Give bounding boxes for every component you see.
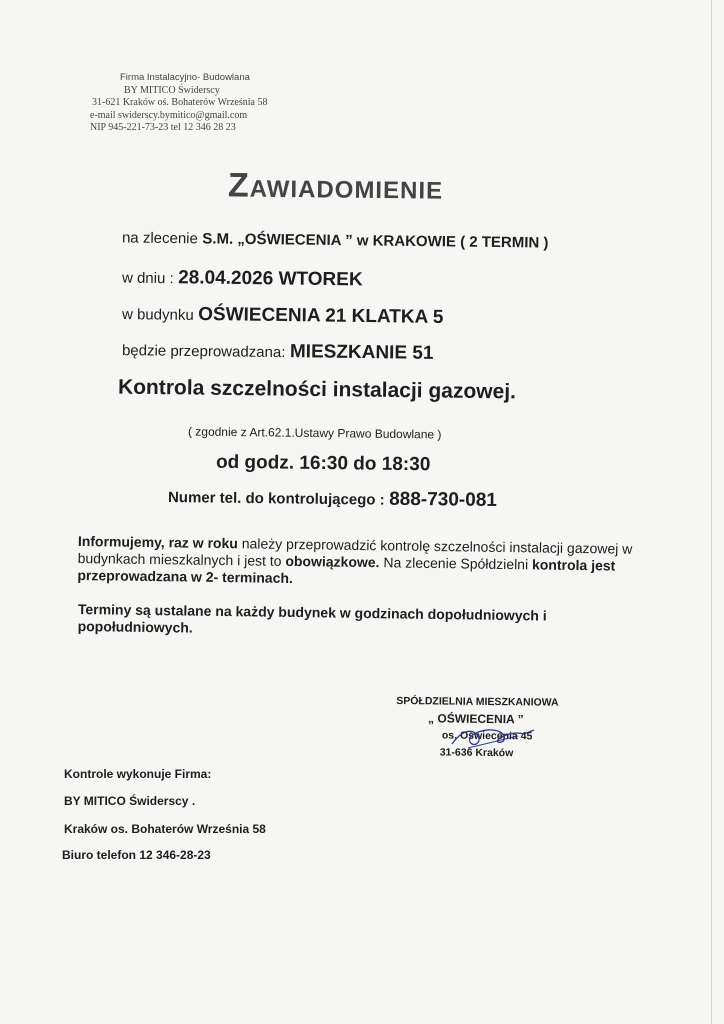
contractor-line-4: Biuro telefon 12 346-28-23 (62, 848, 211, 862)
apartment-label: będzie przeprowadzana: (121, 342, 286, 362)
stamp-line-2: „ OŚWIECENIA ” (428, 711, 524, 727)
stamp-line-3: os. Oświecenia 45 (441, 729, 533, 743)
inspection-time: od godz. 16:30 do 18:30 (215, 451, 431, 476)
page-edge (711, 0, 712, 1024)
info-paragraph-1 (77, 533, 638, 592)
contractor-line-3: Kraków os. Bohaterów Września 58 (64, 822, 266, 836)
phone-label: Numer tel. do kontrolującego : (167, 488, 385, 509)
company-name: BY MITICO Świderscy (124, 84, 220, 96)
building-label: w budynku (121, 306, 194, 324)
company-header (84, 72, 304, 135)
apartment-value: MIESZKANIE 51 (289, 341, 434, 364)
apartment-line (122, 339, 434, 365)
company-nip-tel: NIP 945-221-73-23 tel 12 346 28 23 (90, 122, 236, 133)
info-p1-d: Na zlecenie Spółdzielni (379, 554, 533, 573)
phone-line (168, 486, 497, 512)
company-address: 31-621 Kraków oś. Bohaterów Września 58 (92, 97, 268, 108)
date-value: 28.04.2026 WTOREK (178, 267, 363, 291)
company-type: Firma Instalacyjno- Budowlana (120, 72, 250, 83)
info-p1-a: Informujemy, raz w roku (77, 533, 238, 552)
legal-basis: ( zgodnie z Art.62.1.Ustawy Prawo Budowlane ) (187, 424, 442, 442)
phone-value: 888-730-081 (389, 488, 498, 512)
info-p1-e: kontrola jest przeprowadzana w 2- terminach. (77, 556, 616, 587)
contractor-line-1: Kontrole wykonuje Firma: (64, 767, 212, 781)
order-value: S.M. „OŚWIECENIA ” w KRAKOWIE ( 2 TERMIN ) (202, 230, 549, 252)
building-value: OŚWIECENIA 21 KLATKA 5 (198, 303, 444, 328)
order-line (122, 229, 549, 252)
info-paragraph-2 (78, 601, 638, 643)
company-email: e-mail swiderscy.bymitico@gmail.com (90, 109, 248, 121)
date-label: w dniu : (121, 269, 174, 288)
info-p1-c: obowiązkowe. (285, 552, 380, 571)
handwritten-signature (448, 722, 538, 754)
stamp-line-4: 31-636 Kraków (439, 746, 514, 760)
info-p1-b: należy przeprowadzić kontrolę szczelności instalacji gazowej w budynkach mieszkalnych i jest to (77, 535, 633, 569)
date-line (122, 267, 363, 292)
inspection-subject: Kontrola szczelności instalacji gazowej. (117, 375, 517, 404)
stamp-line-1: SPÓŁDZIELNIA MIESZKANIOWA (396, 695, 559, 709)
building-line (122, 303, 444, 329)
order-label: na zlecenie (121, 229, 199, 248)
contractor-line-2: BY MITICO Świderscy . (64, 794, 196, 808)
document-title: Zawiadomienie (227, 166, 444, 207)
info-p2: Terminy są ustalane na każdy budynek w godzinach dopołudniowych i popołudniowych. (77, 601, 547, 636)
